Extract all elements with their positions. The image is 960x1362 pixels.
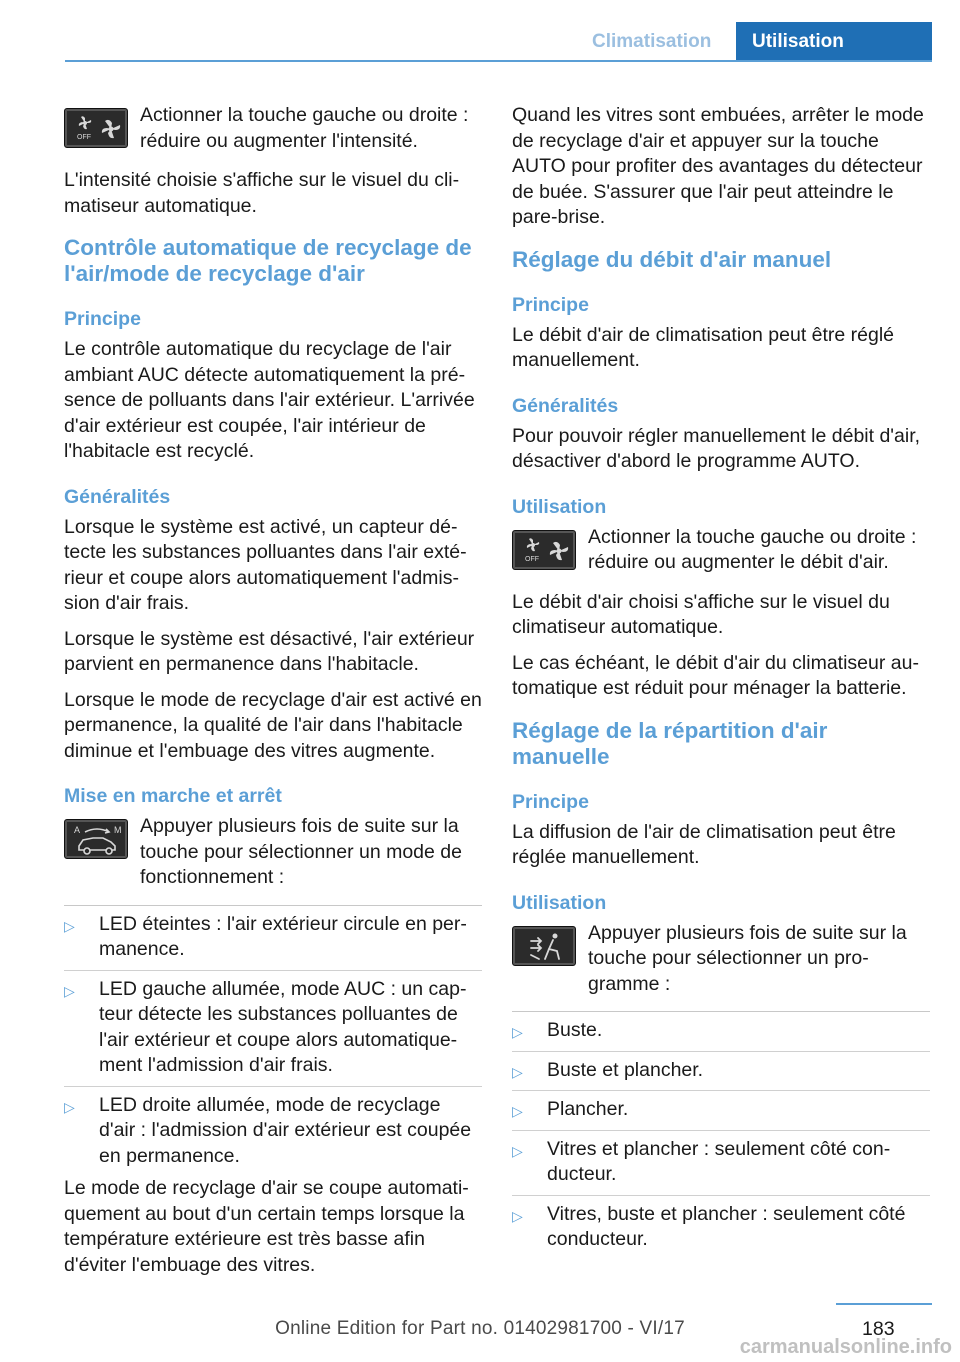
recirculation-button-icon [64,819,128,859]
repartition-heading: Réglage de la répartition d'air manuelle [512,717,828,769]
list-item: ▷ Vitres, buste et plancher : seulement côté conducteur. [512,1202,906,1250]
watermark[interactable]: carmanualsonline.info [739,1336,952,1358]
list-item: ▷ LED droite allumée, mode de recyclage d'air : l'admission d'air extérieur est coupée en permanence. [64,1093,472,1167]
repartition-instruction [512,921,930,998]
triangle-bullet-icon: ▷ [512,1207,523,1224]
intensity-instruction-text: Actionner la touche gauche ou droite : réduire ou augmenter l'intensité. [140,104,469,152]
triangle-bullet-icon: ▷ [64,917,75,934]
page-number: 183 [862,1318,895,1340]
air-distribution-button-icon [512,926,576,966]
debit-instruction-text: Actionner la touche gauche ou droite : réduire ou augmenter le débit d'air. [588,525,917,573]
marche-arret-heading: Mise en marche et arrêt [64,785,282,807]
debit-instruction [512,525,930,576]
svg-text:A: A [74,825,81,835]
debit-principe-heading: Principe [512,293,589,316]
list-item: ▷ Vitres et plancher : seulement côté conducteur. [512,1131,930,1196]
list-item: ▷ Buste. [512,1012,930,1052]
header-rule [65,60,932,62]
marche-instruction-text: Appuyer plusieurs fois de suite sur la touche pour sélectionner un mode de fonctionnement : [140,815,462,888]
auc-heading: Contrôle automatique de recyclage de l'air/mode de recyclage d'air [64,235,472,286]
list-item: ▷ Plancher. [512,1091,930,1131]
recycling-auto-off-text: Le mode de recyclage d'air se coupe automatiquement au bout d'un certain temps lorsque la température extérieure est très basse afin d'éviter l'embuage des vitres. [64,1177,469,1276]
marche-mode-list [64,905,482,1177]
triangle-bullet-icon: ▷ [512,1063,523,1080]
auc-principe-heading: Principe [64,308,141,330]
auc-generalites-text-1: Lorsque le système est activé, un capteur détecte les substances polluantes dans l'air extérieur et coupe alors automatiquement l'admission d'air frais. [64,515,467,614]
page-number-rule [836,1303,932,1305]
list-item: ▷ LED gauche allumée, mode AUC : un capteur détecte les substances polluantes de l'air extérieur et coupe alors automatiquement l'admission d'air frais. [64,971,482,1087]
header-active-tab[interactable]: Utilisation [736,22,932,62]
triangle-bullet-icon: ▷ [512,1024,523,1040]
fogged-windows-text: Quand les vitres sont embuées, arrêter le mode de recyclage d'air et appuyer sur la touche AUTO pour profiter des avantages du détecteur de buée. S'assurer que l'air peut atteindre le pare-brise. [512,104,924,228]
triangle-bullet-icon: ▷ [64,982,75,999]
debit-utilisation-heading: Utilisation [512,495,607,518]
svg-text:OFF: OFF [525,555,539,563]
fan-button-icon [64,108,128,148]
auc-generalites-text-3: Lorsque le mode de recyclage d'air est activé en permanence, la qualité de l'air dans l'habitacle diminue et l'embuage des vitres augmente. [64,688,482,762]
debit-heading: Réglage du débit d'air manuel [512,246,832,272]
repartition-principe-text: La diffusion de l'air de climatisation peut être réglée manuellement. [512,820,896,868]
footer-edition: Online Edition for Part no. 01402981700 - VI/17 [275,1318,685,1339]
marche-instruction [64,814,482,891]
repartition-principe-heading: Principe [512,790,589,813]
page-header [0,0,960,62]
intensity-display-text: L'intensité choisie s'affiche sur le visuel du climatiseur automatique. [64,169,460,217]
fan-button-icon [512,530,576,570]
right-column [512,103,930,1260]
repartition-instruction-text: Appuyer plusieurs fois de suite sur la touche pour sélectionner un programme : [588,921,907,995]
debit-display-text: Le débit d'air choisi s'affiche sur le visuel du climatiseur automatique. [512,590,890,638]
debit-principe-text: Le débit d'air de climatisation peut être réglé manuellement. [512,323,895,371]
repartition-program-list [512,1011,930,1260]
repartition-utilisation-heading: Utilisation [512,891,607,914]
triangle-bullet-icon: ▷ [512,1103,523,1119]
triangle-bullet-icon: ▷ [512,1142,523,1159]
auc-generalites-text-2: Lorsque le système est désactivé, l'air extérieur parvient en permanence dans l'habitacle. [64,627,475,675]
svg-text:OFF: OFF [77,134,91,141]
debit-generalites-text: Pour pouvoir régler manuellement le débit d'air, désactiver d'abord le programme AUTO. [512,424,921,472]
auc-principe-text: Le contrôle automatique du recyclage de l'air ambiant AUC détecte automatiquement la présence de polluants dans l'air extérieur. L'arrivée d'air extérieur est coupée, l'air intérieur de l'habitacle est recyclé. [64,338,475,462]
header-section-tab[interactable]: Climatisation [592,31,712,52]
auc-generalites-heading: Généralités [64,485,171,508]
debit-generalites-heading: Généralités [512,394,619,417]
left-column [64,103,482,1288]
svg-text:M: M [114,825,122,835]
debit-battery-text: Le cas échéant, le débit d'air du climatiseur automatique est réduit pour ménager la batterie. [512,651,919,699]
triangle-bullet-icon: ▷ [64,1098,75,1115]
list-item: ▷ LED éteintes : l'air extérieur circule en permanence. [64,906,482,971]
intensity-instruction [64,103,482,154]
list-item: ▷ Buste et plancher. [512,1052,930,1092]
